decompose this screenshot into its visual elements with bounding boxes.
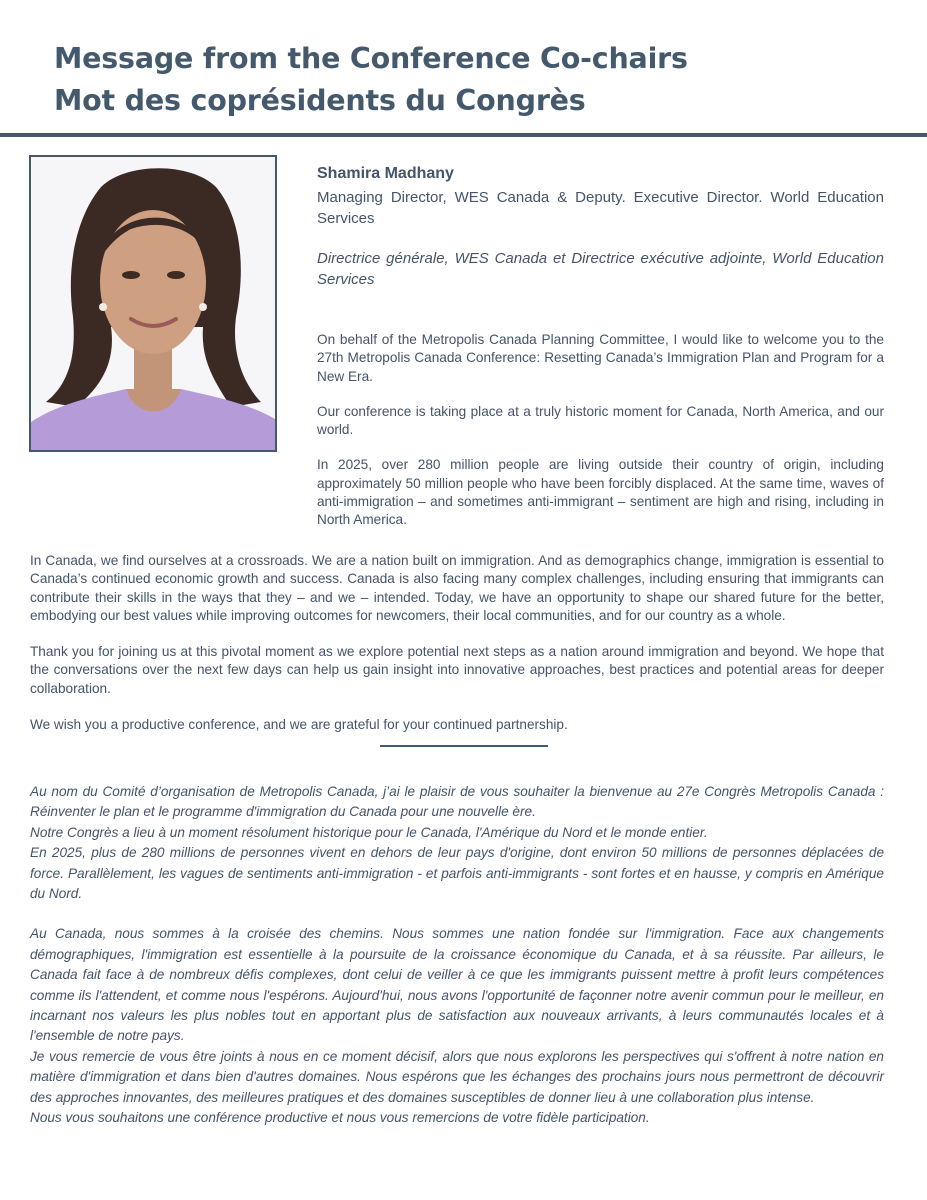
title-french: Mot des coprésidents du Congrès <box>54 84 586 117</box>
page-title <box>54 38 688 122</box>
welcome-message-intro <box>317 331 884 530</box>
french-paragraph: Au nom du Comité d’organisation de Metropolis Canada, j’ai le plaisir de vous souhaiter la bienvenue au 27e Congrès Metropolis Canada : Réinventer le plan et le programme d'immigration du Canada pour une nouvelle ère. <box>30 784 884 820</box>
speaker-name: Shamira Madhany <box>317 165 454 182</box>
section-divider <box>380 745 548 747</box>
french-paragraph: En 2025, plus de 280 millions de personnes vivent en dehors de leur pays d'origine, dont environ 50 millions de personnes déplacées de force. Parallèlement, les vagues de sentiments anti-immigration - et parfois anti-immigrants - sont fortes et en hausse, y compris en Amérique du Nord. <box>30 845 884 902</box>
french-paragraph: Nous vous souhaitons une conférence productive et nous vous remercions de votre fidèle participation. <box>30 1110 650 1126</box>
paragraph: On behalf of the Metropolis Canada Planning Committee, I would like to welcome you to the 27th Metropolis Canada Conference: Resetting Canada’s Immigration Plan and Program for a New Era. <box>317 332 884 384</box>
header-rule <box>0 133 927 137</box>
paragraph: We wish you a productive conference, and we are grateful for your continued partnership. <box>30 717 568 733</box>
portrait-illustration <box>31 157 275 450</box>
title-english: Message from the Conference Co-chairs <box>54 42 688 75</box>
portrait-photo <box>29 155 277 452</box>
french-paragraph: Notre Congrès a lieu à un moment résolument historique pour le Canada, l'Amérique du Nord et le monde entier. <box>30 824 708 840</box>
paragraph: In Canada, we find ourselves at a crossroads. We are a nation built on immigration. And as demographics change, immigration is essential to Canada’s continued economic growth and success. Canada is also facing many complex challenges, including ensuring that immigrants can contribute their skills in the ways that they – and we – intended. Today, we have an opportunity to shape our shared future for the better, embodying our best values while improving outcomes for newcomers, their local communities, and for our country as a whole. <box>30 553 884 623</box>
speaker-role-english: Managing Director, WES Canada & Deputy. Executive Director. World Education Services <box>317 189 884 227</box>
french-paragraph: Au Canada, nous sommes à la croisée des chemins. Nous sommes une nation fondée sur l'immigration. Face aux changements démographiques, l'immigration est essentielle à la poursuite de la croissance économique du Canada, et à sa réussite. Par ailleurs, le Canada fait face à de nombreux défis complexes, dont celui de veiller à ce que les immigrants puissent mettre à profit leurs compétences comme ils l'attendent, et comme nous l'espérons. Aujourd'hui, nous avons l'opportunité de façonner notre avenir commun pour le meilleur, en incarnant nos valeurs les plus nobles tout en apportant plus de satisfaction aux nouveaux arrivants, à leurs communautés locales et à l'ensemble de notre pays. <box>30 926 884 1044</box>
welcome-message-body <box>30 552 884 734</box>
speaker-profile <box>317 164 884 290</box>
french-message <box>30 782 884 1129</box>
paragraph: Thank you for joining us at this pivotal moment as we explore potential next steps as a nation around immigration and beyond. We hope that the conversations over the next few days can help us gain insight into innovative approaches, best practices and potential areas for deeper collaboration. <box>30 644 884 696</box>
paragraph: In 2025, over 280 million people are living outside their country of origin, including approximately 50 million people who have been forcibly displaced. At the same time, waves of anti-immigration – and sometimes anti-immigrant – sentiment are high and rising, including in North America. <box>317 457 884 528</box>
french-paragraph: Je vous remercie de vous être joints à nous en ce moment décisif, alors que nous explorons les perspectives qui s'offrent à notre nation en matière d'immigration et dans bien d'autres domaines. Nous espérons que les échanges des prochains jours nous permettront de découvrir des approches innovantes, des meilleures pratiques et des domaines susceptibles de donner lieu à une collaboration plus intense. <box>30 1048 884 1105</box>
paragraph: Our conference is taking place at a truly historic moment for Canada, North America, and our world. <box>317 403 884 438</box>
speaker-role-french: Directrice générale, WES Canada et Directrice exécutive adjointe, World Education Services <box>317 250 884 288</box>
